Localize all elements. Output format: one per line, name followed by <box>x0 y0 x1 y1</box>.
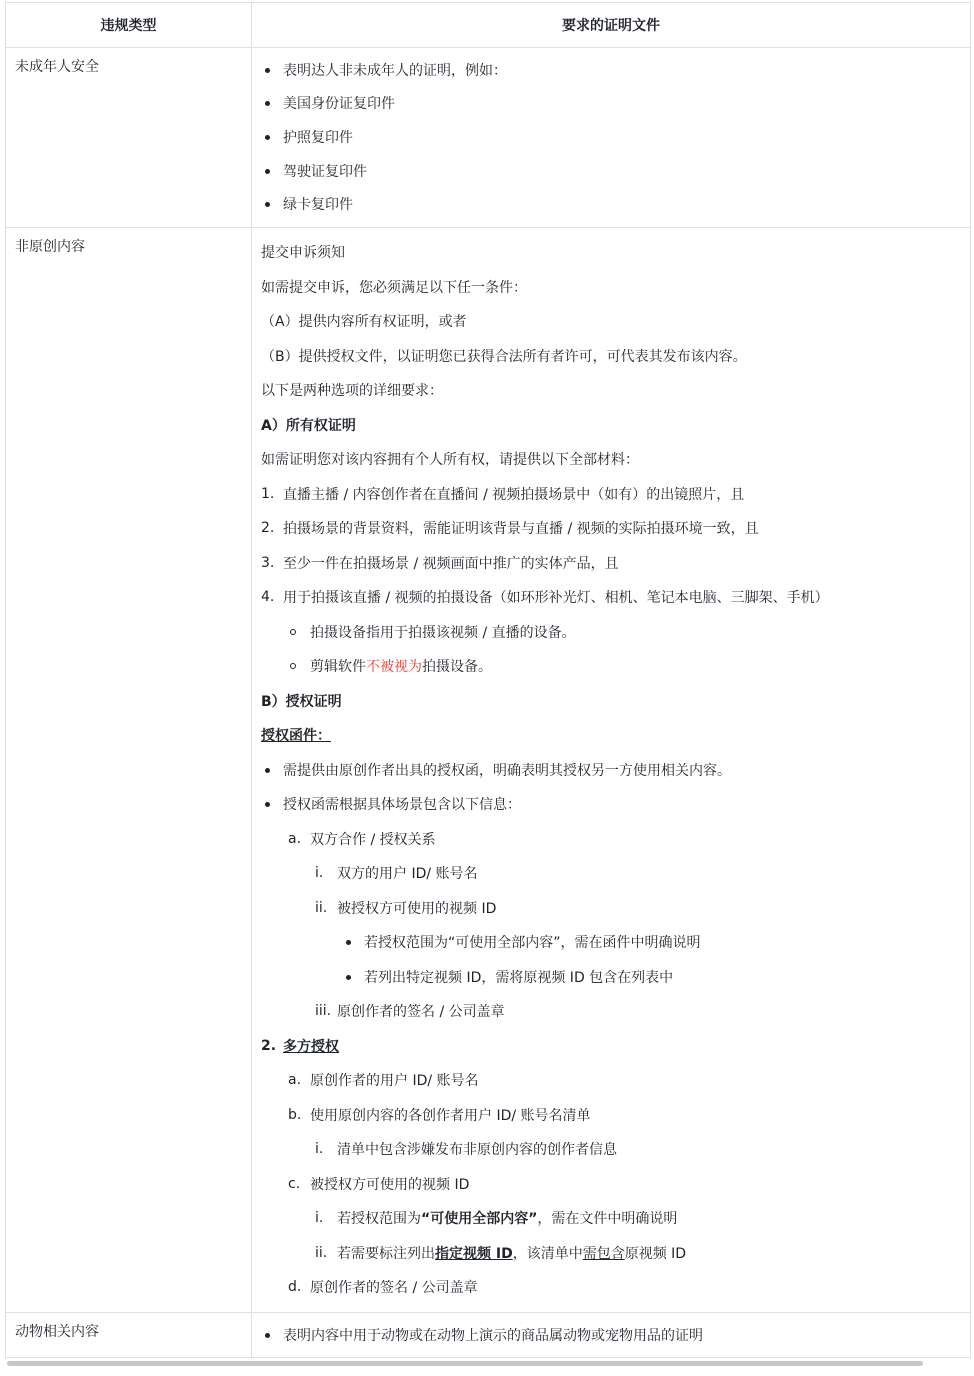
header-required-documents: 要求的证明文件 <box>252 3 971 48</box>
bullet-icon <box>261 763 283 777</box>
list-item: ii. 被授权方可使用的视频 ID <box>315 899 497 917</box>
list-item: 表明内容中用于动物或在动物上演示的商品属动物或宠物用品的证明 <box>261 1317 961 1353</box>
list-item: d. 原创作者的签名 / 公司盖章 <box>288 1279 478 1297</box>
list-item: 2. 拍摄场景的背景资料，需能证明该背景与直播 / 视频的实际拍摄环境一致，且 <box>261 520 759 538</box>
list-item: 1. 直播主播 / 内容创作者在直播间 / 视频拍摄场景中（如有）的出镜照片，且 <box>261 485 745 503</box>
circle-bullet-icon <box>288 659 310 673</box>
paragraph: （A）提供内容所有权证明，或者 <box>261 314 467 331</box>
paragraph: 如需提交申诉，您必须满足以下任一条件： <box>261 279 527 296</box>
list-item: 表明达人非未成年人的证明，例如： <box>261 53 961 87</box>
section-heading-authorization: B）授权证明 <box>261 693 342 710</box>
bullet-icon <box>261 96 283 110</box>
list-item: 驾驶证复印件 <box>261 154 961 188</box>
circle-bullet-icon <box>288 625 310 639</box>
table-row-animal <box>6 1313 971 1358</box>
bullet-icon <box>342 970 364 984</box>
documents-cell <box>252 227 971 1313</box>
bullet-icon <box>261 130 283 144</box>
bullet-icon <box>342 935 364 949</box>
documents-cell <box>252 1313 971 1358</box>
paragraph: 如需证明您对该内容拥有个人所有权，请提供以下全部材料： <box>261 452 639 469</box>
table-row-minor-safety <box>6 48 971 228</box>
highlight-text: 不被视为 <box>366 659 422 676</box>
list-item: a. 双方合作 / 授权关系 <box>288 830 436 848</box>
appeal-notice-title: 提交申诉须知 <box>261 245 345 262</box>
list-item: a. 原创作者的用户 ID/ 账号名 <box>288 1072 479 1090</box>
list-item: 剪辑软件 不被视为 拍摄设备。 <box>261 649 961 684</box>
list-item: i. 双方的用户 ID/ 账号名 <box>315 865 478 883</box>
violation-type-cell: 非原创内容 <box>6 227 252 1313</box>
violation-type-cell: 未成年人安全 <box>6 48 252 228</box>
list-item: ii. 若需要标注列出 指定视频 ID ，该清单中 需包含 原视频 ID <box>315 1244 687 1262</box>
list-item: iii. 原创作者的签名 / 公司盖章 <box>315 1003 505 1021</box>
bullet-icon <box>261 197 283 211</box>
list-item: 拍摄设备指用于拍摄该视频 / 直播的设备。 <box>261 614 961 649</box>
list-item: i. 若授权范围为 “可使用全部内容” ，需在文件中明确说明 <box>315 1210 678 1228</box>
list-item: 护照复印件 <box>261 120 961 154</box>
list-item: 若列出特定视频 ID，需将原视频 ID 包含在列表中 <box>261 959 961 994</box>
documents-cell <box>252 48 971 228</box>
paragraph: 以下是两种选项的详细要求： <box>261 383 443 400</box>
header-violation-type: 违规类型 <box>6 3 252 48</box>
section-heading-multi-party: 2. 多方授权 <box>261 1037 339 1055</box>
requirements-table <box>5 2 971 1358</box>
section-heading-ownership: A）所有权证明 <box>261 417 356 434</box>
bullet-icon <box>261 63 283 77</box>
table-row-non-original <box>6 227 971 1313</box>
list-item: b. 使用原创内容的各创作者用户 ID/ 账号名清单 <box>288 1106 591 1124</box>
list-item: i. 清单中包含涉嫌发布非原创内容的创作者信息 <box>315 1141 617 1159</box>
subheading-authorization-letter: 授权函件： <box>261 728 331 745</box>
list-item: 4. 用于拍摄该直播 / 视频的拍摄设备（如环形补光灯、相机、笔记本电脑、三脚架、手机） <box>261 589 829 607</box>
bullet-icon <box>261 797 283 811</box>
list-item: 需提供由原创作者出具的授权函，明确表明其授权另一方使用相关内容。 <box>261 752 961 787</box>
violation-type-cell: 动物相关内容 <box>6 1313 252 1358</box>
list-item: 3. 至少一件在拍摄场景 / 视频画面中推广的实体产品，且 <box>261 554 619 572</box>
list-item: 授权函需根据具体场景包含以下信息： <box>261 787 961 822</box>
paragraph: （B）提供授权文件，以证明您已获得合法所有者许可，可代表其发布该内容。 <box>261 348 747 365</box>
list-item: c. 被授权方可使用的视频 ID <box>288 1175 470 1193</box>
list-item: 绿卡复印件 <box>261 187 961 221</box>
bullet-icon <box>261 1328 283 1342</box>
table-header-row <box>6 3 971 48</box>
horizontal-scrollbar-thumb[interactable] <box>7 1361 923 1366</box>
list-item: 美国身份证复印件 <box>261 87 961 121</box>
bullet-icon <box>261 164 283 178</box>
list-item: 若授权范围为“可使用全部内容”，需在函件中明确说明 <box>261 925 961 960</box>
